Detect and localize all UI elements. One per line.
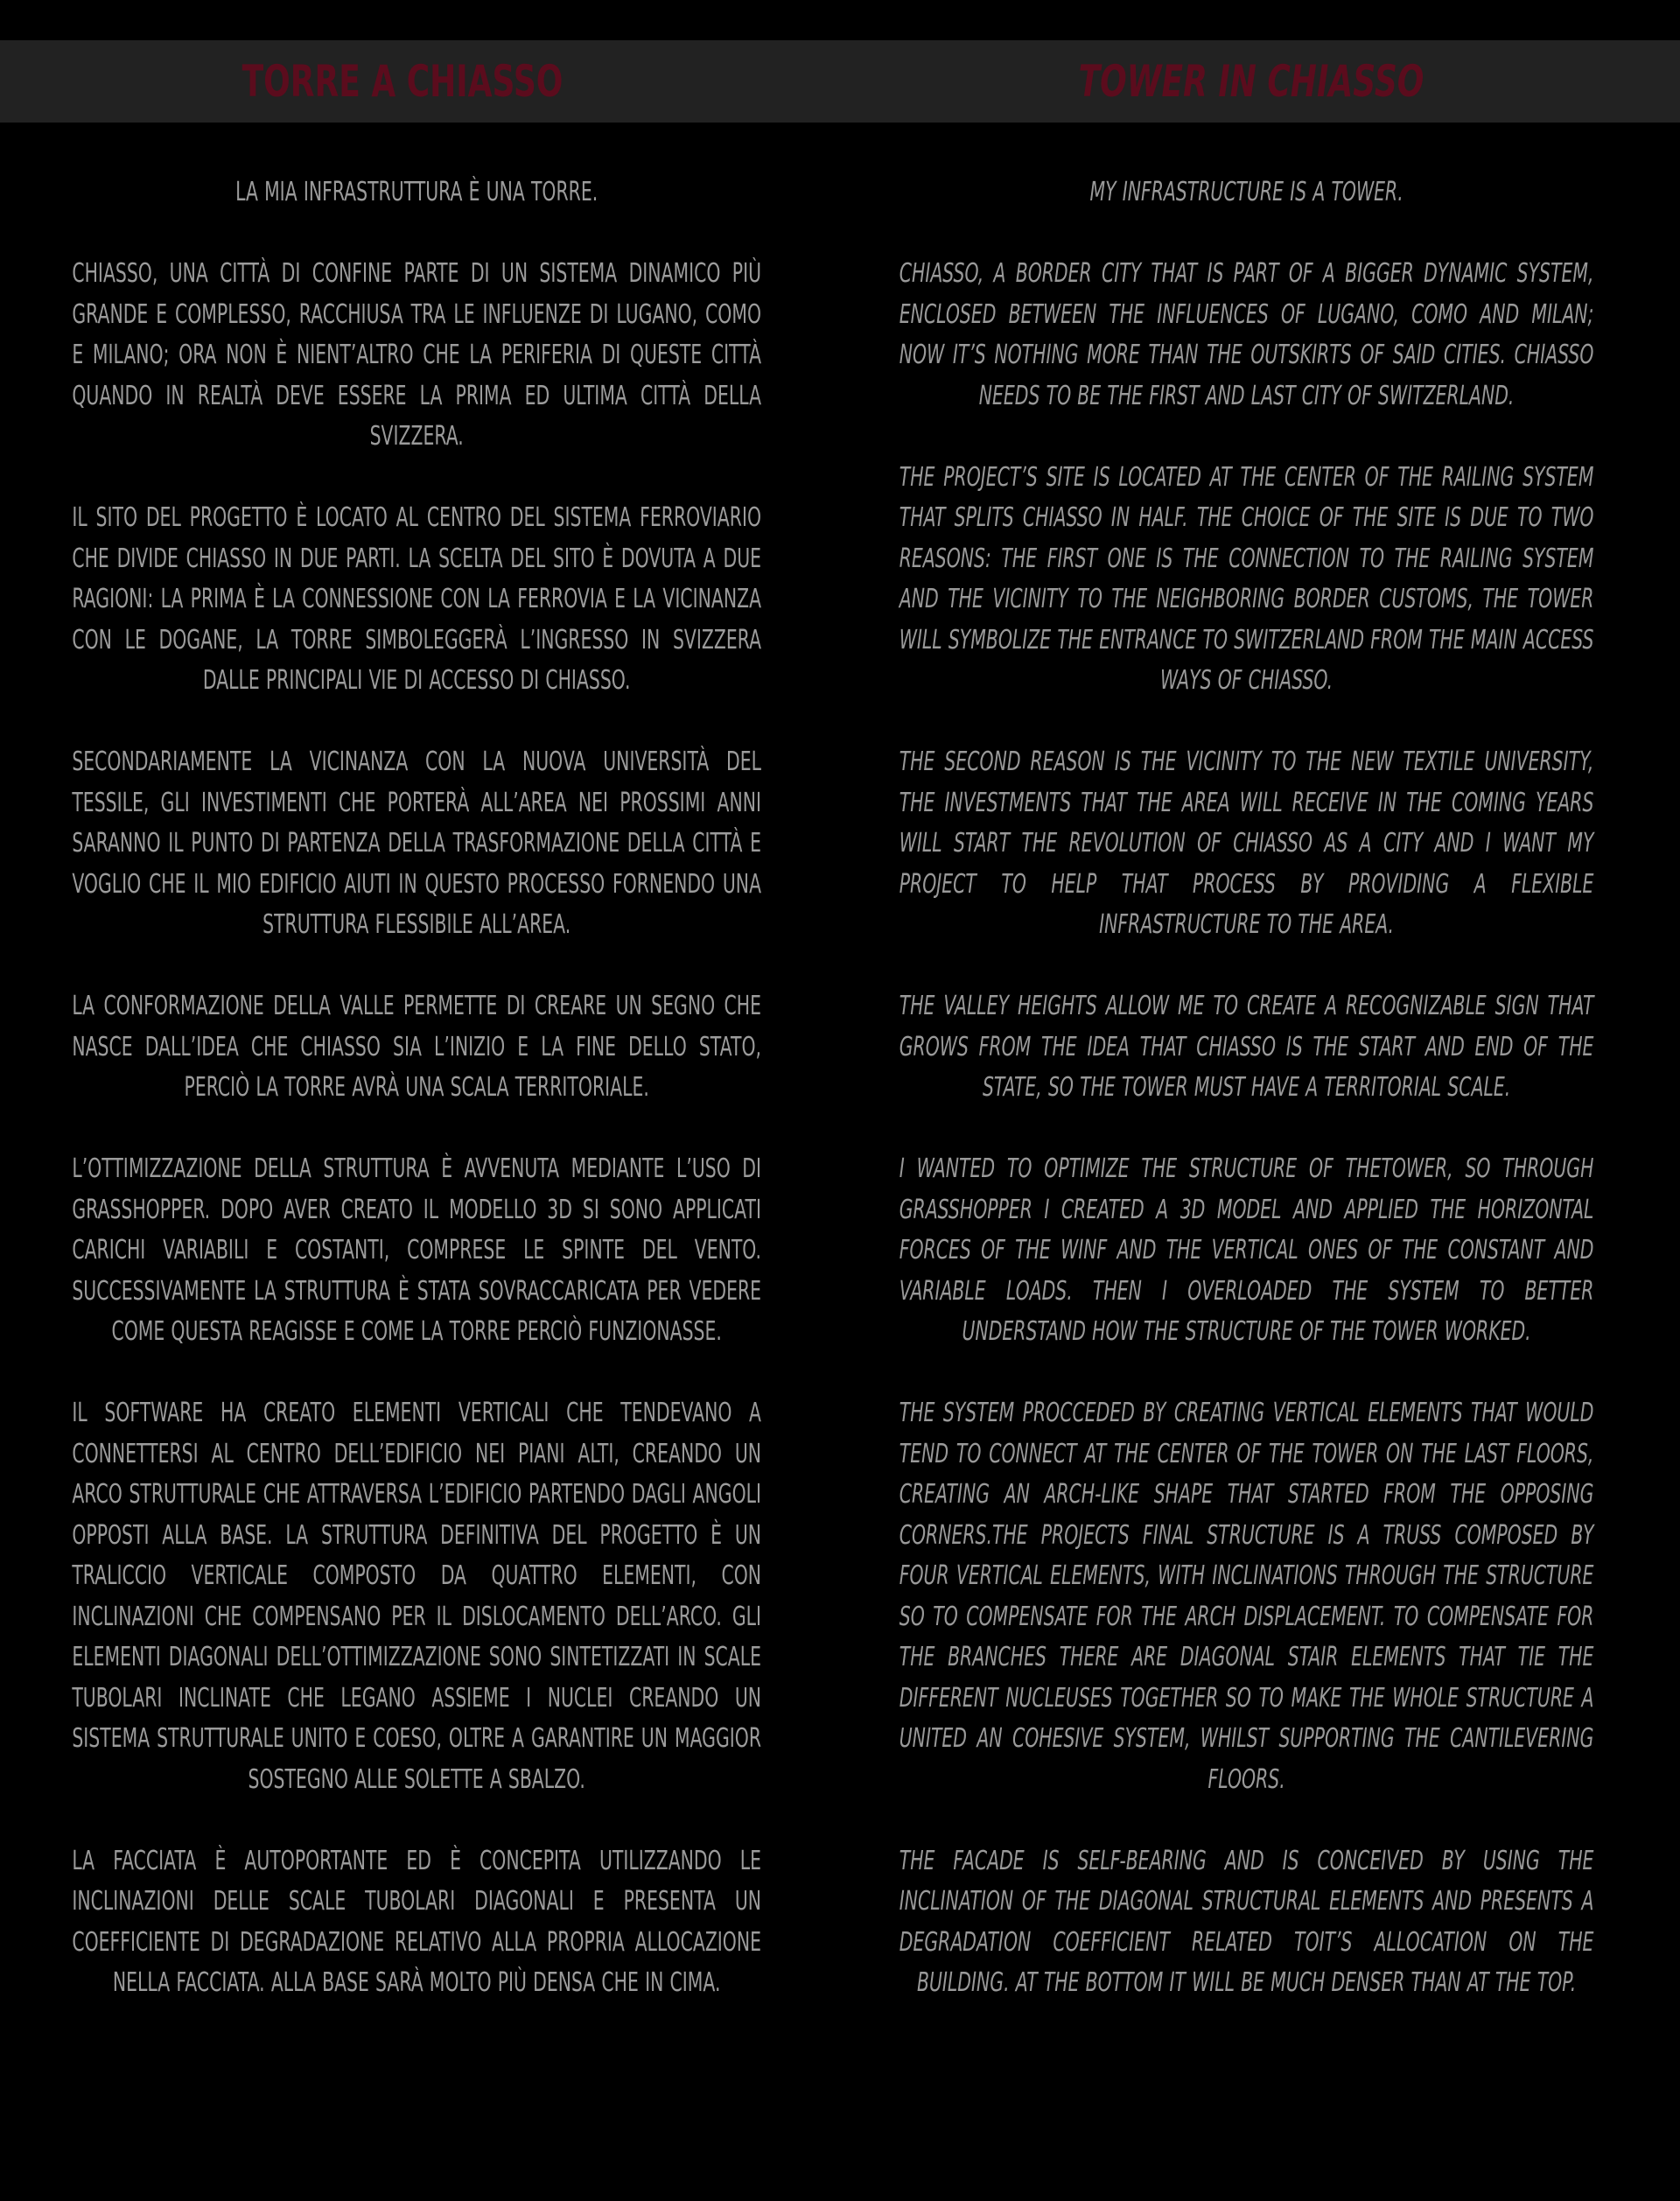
paragraph: IL SOFTWARE HA CREATO ELEMENTI VERTICALI CHE TENDEVANO A CONNETTERSI AL CENTRO DELL’EDIFICIO NEI PIANI ALTI, CREANDO UN ARCO STRUTTURALE CHE ATTRAVERSA L’EDIFICIO PARTENDO DAGLI ANGOLI OPPOSTI ALLA BASE. LA STRUTTURA DEFINITIVA DEL PROGETTO È UN TRALICCIO VERTICALE COMPOSTO DA QUATTRO ELEMENTI, CON INCLINAZIONI CHE COMPENSANO PER IL DISLOCAMENTO DELL’ARCO. GLI ELEMENTI DIAGONALI DELL’OTTIMIZZAZIONE SONO SINTETIZZATI IN SCALE TUBOLARI INCLINATE CHE LEGANO ASSIEME I NUCLEI CREANDO UN SISTEMA STRUTTURALE UNITO E COESO, OLTRE A GARANTIRE UN MAGGIOR SOSTEGNO ALLE SOLETTE A SBALZO. xyxy=(72,1398,761,1795)
paragraph: THE FACADE IS SELF-BEARING AND IS CONCEIVED BY USING THE INCLINATION OF THE DIAGONAL STRUCTURAL ELEMENTS AND PRESENTS A DEGRADATION COEFFICIENT RELATED TOIT’S ALLOCATION ON THE BUILDING. AT THE BOTTOM IT WILL BE MUCH DENSER THAN AT THE TOP. xyxy=(900,1845,1594,1998)
paragraph: I WANTED TO OPTIMIZE THE STRUCTURE OF THETOWER, SO THROUGH GRASSHOPPER I CREATED A 3D MODEL AND APPLIED THE HORIZONTAL FORCES OF THE WINF AND THE VERTICAL ONES OF THE CONSTANT AND VARIABLE LOADS. THEN I OVERLOADED THE SYSTEM TO BETTER UNDERSTAND HOW THE STRUCTURE OF THE TOWER WORKED. xyxy=(900,1153,1594,1347)
italian-text-column xyxy=(72,172,761,2044)
english-text-column xyxy=(900,172,1594,2044)
paragraph: THE SYSTEM PROCCEDED BY CREATING VERTICAL ELEMENTS THAT WOULD TEND TO CONNECT AT THE CENTER OF THE TOWER ON THE LAST FLOORS, CREATING AN ARCH-LIKE SHAPE THAT STARTED FROM THE OPPOSING CORNERS.THE PROJECTS FINAL STRUCTURE IS A TRUSS COMPOSED BY FOUR VERTICAL ELEMENTS, WITH INCLINATIONS THROUGH THE STRUCTURE SO TO COMPENSATE FOR THE ARCH DISPLACEMENT. TO COMPENSATE FOR THE BRANCHES THERE ARE DIAGONAL STAIR ELEMENTS THAT TIE THE DIFFERENT NUCLEUSES TOGETHER SO TO MAKE THE WHOLE STRUCTURE A UNITED AN COHESIVE SYSTEM, WHILST SUPPORTING THE CANTILEVERING FLOORS. xyxy=(900,1398,1594,1795)
paragraph: THE SECOND REASON IS THE VICINITY TO THE NEW TEXTILE UNIVERSITY, THE INVESTMENTS THAT THE AREA WILL RECEIVE IN THE COMING YEARS WILL START THE REVOLUTION OF CHIASSO AS A CITY AND I WANT MY PROJECT TO HELP THAT PROCESS BY PROVIDING A FLEXIBLE INFRASTRUCTURE TO THE AREA. xyxy=(900,747,1594,940)
paragraph: IL SITO DEL PROGETTO È LOCATO AL CENTRO DEL SISTEMA FERROVIARIO CHE DIVIDE CHIASSO IN DUE PARTI. LA SCELTA DEL SITO È DOVUTA A DUE RAGIONI: LA PRIMA È LA CONNESSIONE CON LA FERROVIA E LA VICINANZA CON LE DOGANE, LA TORRE SIMBOLEGGERÀ L’INGRESSO IN SVIZZERA DALLE PRINCIPALI VIE DI ACCESSO DI CHIASSO. xyxy=(72,502,761,696)
paragraph: LA MIA INFRASTRUTTURA È UNA TORRE. xyxy=(234,177,598,207)
paragraph: L’OTTIMIZZAZIONE DELLA STRUTTURA È AVVENUTA MEDIANTE L’USO DI GRASSHOPPER. DOPO AVER CREATO IL MODELLO 3D SI SONO APPLICATI CARICHI VARIABILI E COSTANTI, COMPRESE LE SPINTE DEL VENTO. SUCCESSIVAMENTE LA STRUTTURA È STATA SOVRACCARICATA PER VEDERE COME QUESTA REAGISSE E COME LA TORRE PERCIÒ FUNZIONASSE. xyxy=(72,1153,761,1347)
paragraph: MY INFRASTRUCTURE IS A TOWER. xyxy=(1089,177,1404,207)
paragraph: CHIASSO, UNA CITTÀ DI CONFINE PARTE DI UN SISTEMA DINAMICO PIÙ GRANDE E COMPLESSO, RACCHIUSA TRA LE INFLUENZE DI LUGANO, COMO E MILANO; ORA NON È NIENT’ALTRO CHE LA PERIFERIA DI QUESTE CITTÀ QUANDO IN REALTÀ DEVE ESSERE LA PRIMA ED ULTIMA CITTÀ DELLA SVIZZERA. xyxy=(72,258,761,452)
paragraph: SECONDARIAMENTE LA VICINANZA CON LA NUOVA UNIVERSITÀ DEL TESSILE, GLI INVESTIMENTI CHE PORTERÀ ALL’AREA NEI PROSSIMI ANNI SARANNO IL PUNTO DI PARTENZA DELLA TRASFORMAZIONE DELLA CITTÀ E VOGLIO CHE IL MIO EDIFICIO AIUTI IN QUESTO PROCESSO FORNENDO UNA STRUTTURA FLESSIBILE ALL’AREA. xyxy=(72,747,761,940)
paragraph: CHIASSO, A BORDER CITY THAT IS PART OF A BIGGER DYNAMIC SYSTEM, ENCLOSED BETWEEN THE INFLUENCES OF LUGANO, COMO AND MILAN; NOW IT’S NOTHING MORE THAN THE OUTSKIRTS OF SAID CITIES. CHIASSO NEEDS TO BE THE FIRST AND LAST CITY OF SWITZERLAND. xyxy=(900,258,1594,411)
paragraph: THE VALLEY HEIGHTS ALLOW ME TO CREATE A RECOGNIZABLE SIGN THAT GROWS FROM THE IDEA THAT CHIASSO IS THE START AND END OF THE STATE, SO THE TOWER MUST HAVE A TERRITORIAL SCALE. xyxy=(900,991,1594,1103)
paragraph: LA CONFORMAZIONE DELLA VALLE PERMETTE DI CREARE UN SEGNO CHE NASCE DALL’IDEA CHE CHIASSO SIA L’INIZIO E LA FINE DELLO STATO, PERCIÒ LA TORRE AVRÀ UNA SCALA TERRITORIALE. xyxy=(72,991,761,1103)
page-title-english: TOWER IN CHIASSO xyxy=(1078,56,1424,107)
paragraph: LA FACCIATA È AUTOPORTANTE ED È CONCEPITA UTILIZZANDO LE INCLINAZIONI DELLE SCALE TUBOLARI DIAGONALI E PRESENTA UN COEFFICIENTE DI DEGRADAZIONE RELATIVO ALLA PROPRIA ALLOCAZIONE NELLA FACCIATA. ALLA BASE SARÀ MOLTO PIÙ DENSA CHE IN CIMA. xyxy=(72,1845,761,1998)
paragraph: THE PROJECT’S SITE IS LOCATED AT THE CENTER OF THE RAILING SYSTEM THAT SPLITS CHIASSO IN HALF. THE CHOICE OF THE SITE IS DUE TO TWO REASONS: THE FIRST ONE IS THE CONNECTION TO THE RAILING SYSTEM AND THE VICINITY TO THE NEIGHBORING BORDER CUSTOMS, THE TOWER WILL SYMBOLIZE THE ENTRANCE TO SWITZERLAND FROM THE MAIN ACCESS WAYS OF CHIASSO. xyxy=(900,461,1594,696)
page-title-italian: TORRE A CHIASSO xyxy=(242,56,564,107)
